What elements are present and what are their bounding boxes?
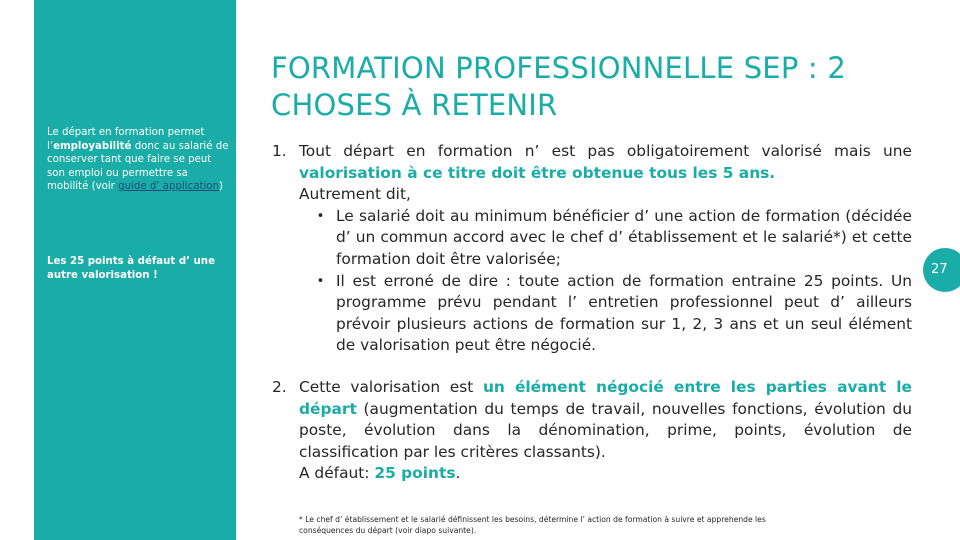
bullet-item bbox=[305, 271, 912, 357]
guide-link[interactable]: guide d’ application bbox=[118, 181, 219, 193]
item-number: 2. bbox=[272, 377, 287, 396]
sidebar-panel bbox=[34, 0, 236, 540]
item-text: (augmentation du temps de travail, nouvelles fonctions, évolution du poste, évolution dans la dénomination, prime, points, évolution de classification par les critères classants). bbox=[299, 399, 912, 461]
footnote: * Le chef d’ établissement et le salarié définissent les besoins, détermine l’ action de formation à suivre et apprehende les conséquences du départ (voir diapo suivante). bbox=[299, 515, 766, 535]
bullet-icon: • bbox=[316, 208, 325, 224]
sidebar-text: Le départ en formation permet l’ bbox=[47, 127, 205, 152]
item-highlight: valorisation à ce titre doit être obtenue tous les 5 ans. bbox=[299, 163, 776, 182]
slide-title: FORMATION PROFESSIONNELLE SEP : 2 CHOSES À RETENIR bbox=[271, 51, 846, 122]
sidebar-text: donc au salarié de conserver tant que faire se peut son emploi ou permettre sa mobilité (voir bbox=[47, 140, 229, 193]
bullet-text: Le salarié doit au minimum bénéficier d’ une action de formation (décidée d’ un commun accord avec le chef d’ établissement et le salarié*) et cette formation doit être valorisée; bbox=[336, 206, 912, 268]
sidebar-paragraph bbox=[47, 126, 229, 194]
sidebar-text: ) bbox=[218, 181, 223, 193]
item-text: Cette valorisation est bbox=[299, 377, 483, 396]
item-text: Tout départ en formation n’ est pas obligatoirement valorisé mais une bbox=[299, 142, 912, 160]
sidebar-callout: Les 25 points à défaut d’ une autre valorisation ! bbox=[47, 256, 215, 281]
numbered-item bbox=[272, 141, 912, 357]
bullet-icon: • bbox=[316, 273, 325, 289]
slide-content bbox=[272, 141, 912, 485]
page-number-badge: 27 bbox=[923, 248, 960, 292]
item-text: A défaut: bbox=[299, 464, 375, 483]
numbered-item bbox=[272, 377, 912, 485]
sidebar-bold-term: employabilité bbox=[53, 140, 132, 152]
item-text: . bbox=[455, 464, 461, 483]
item-highlight: un élément négocié entre les parties avant le départ bbox=[299, 377, 912, 418]
item-body bbox=[299, 141, 912, 357]
item-body bbox=[299, 377, 912, 485]
item-highlight: 25 points bbox=[374, 464, 456, 483]
bullet-item bbox=[305, 206, 912, 271]
item-text: Autrement dit, bbox=[299, 185, 411, 204]
bullet-text: Il est erroné de dire : toute action de formation entraine 25 points. Un programme prévu pendant l’ entretien professionnel peut d’ ailleurs prévoir plusieurs actions de formation sur 1, 2, 3 ans et un seul élément de valorisation peut être négocié. bbox=[336, 271, 912, 355]
item-number: 1. bbox=[272, 142, 287, 160]
